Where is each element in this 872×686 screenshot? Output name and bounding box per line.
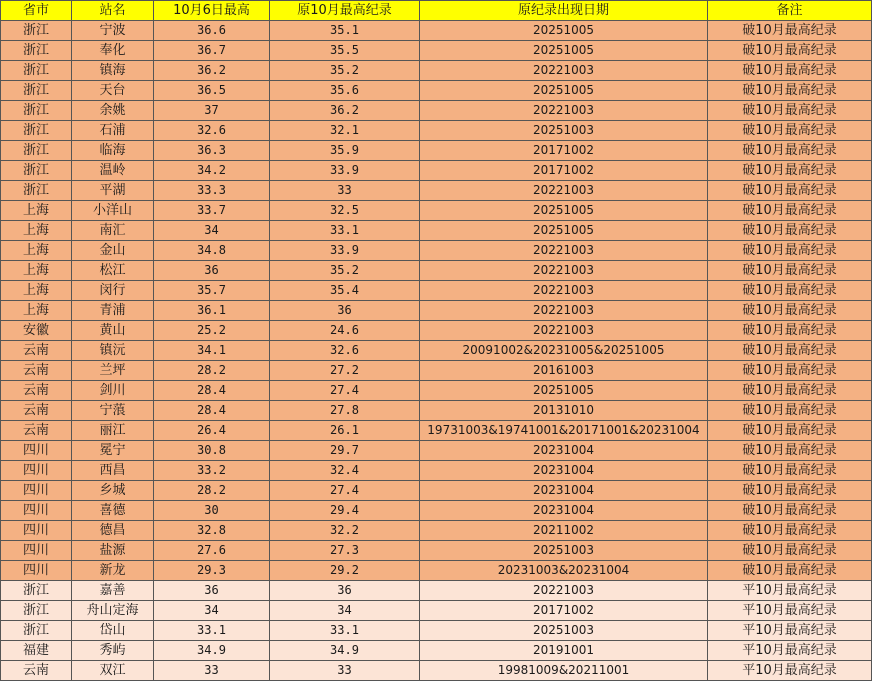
table-row — [1, 581, 872, 601]
cell-note: 破10月最高纪录 — [708, 181, 872, 201]
cell-province: 四川 — [1, 541, 72, 561]
cell-old-record: 27.4 — [270, 481, 420, 501]
cell-note: 破10月最高纪录 — [708, 81, 872, 101]
cell-note: 破10月最高纪录 — [708, 401, 872, 421]
cell-record-date: 20251005 — [420, 21, 708, 41]
cell-note: 破10月最高纪录 — [708, 481, 872, 501]
cell-note: 破10月最高纪录 — [708, 201, 872, 221]
cell-note: 破10月最高纪录 — [708, 461, 872, 481]
cell-record-date: 20251003 — [420, 121, 708, 141]
cell-old-record: 32.4 — [270, 461, 420, 481]
cell-station: 双江 — [72, 661, 154, 681]
table-row — [1, 81, 872, 101]
cell-old-record: 35.9 — [270, 141, 420, 161]
cell-old-record: 33.1 — [270, 621, 420, 641]
cell-max-oct6: 36.5 — [154, 81, 270, 101]
cell-max-oct6: 34 — [154, 221, 270, 241]
cell-note: 破10月最高纪录 — [708, 441, 872, 461]
cell-max-oct6: 33 — [154, 661, 270, 681]
cell-station: 岱山 — [72, 621, 154, 641]
cell-note: 破10月最高纪录 — [708, 21, 872, 41]
cell-station: 舟山定海 — [72, 601, 154, 621]
cell-max-oct6: 32.8 — [154, 521, 270, 541]
cell-record-date: 20221003 — [420, 281, 708, 301]
cell-note: 破10月最高纪录 — [708, 361, 872, 381]
table-row — [1, 541, 872, 561]
cell-province: 四川 — [1, 521, 72, 541]
cell-max-oct6: 33.1 — [154, 621, 270, 641]
cell-old-record: 33 — [270, 181, 420, 201]
cell-station: 盐源 — [72, 541, 154, 561]
table-row — [1, 661, 872, 681]
cell-province: 云南 — [1, 401, 72, 421]
cell-station: 石浦 — [72, 121, 154, 141]
cell-max-oct6: 36.3 — [154, 141, 270, 161]
header-record-date: 原纪录出现日期 — [420, 1, 708, 21]
cell-station: 宁波 — [72, 21, 154, 41]
cell-old-record: 32.2 — [270, 521, 420, 541]
cell-max-oct6: 30 — [154, 501, 270, 521]
table-row — [1, 181, 872, 201]
cell-station: 临海 — [72, 141, 154, 161]
cell-max-oct6: 35.7 — [154, 281, 270, 301]
cell-old-record: 35.1 — [270, 21, 420, 41]
cell-old-record: 36 — [270, 581, 420, 601]
cell-max-oct6: 34.9 — [154, 641, 270, 661]
cell-max-oct6: 33.7 — [154, 201, 270, 221]
table-row — [1, 241, 872, 261]
cell-note: 破10月最高纪录 — [708, 541, 872, 561]
cell-province: 浙江 — [1, 81, 72, 101]
cell-province: 浙江 — [1, 21, 72, 41]
cell-province: 浙江 — [1, 121, 72, 141]
cell-station: 喜德 — [72, 501, 154, 521]
cell-note: 破10月最高纪录 — [708, 321, 872, 341]
cell-note: 破10月最高纪录 — [708, 281, 872, 301]
cell-record-date: 20091002&20231005&20251005 — [420, 341, 708, 361]
cell-record-date: 20231004 — [420, 481, 708, 501]
table-row — [1, 201, 872, 221]
cell-max-oct6: 36.1 — [154, 301, 270, 321]
table-row — [1, 361, 872, 381]
table-row — [1, 381, 872, 401]
cell-station: 冕宁 — [72, 441, 154, 461]
cell-max-oct6: 29.3 — [154, 561, 270, 581]
cell-max-oct6: 28.4 — [154, 401, 270, 421]
table-row — [1, 521, 872, 541]
cell-old-record: 34.9 — [270, 641, 420, 661]
cell-station: 剑川 — [72, 381, 154, 401]
header-max-oct6: 10月6日最高 — [154, 1, 270, 21]
cell-record-date: 20221003 — [420, 241, 708, 261]
table-row — [1, 561, 872, 581]
cell-station: 秀屿 — [72, 641, 154, 661]
cell-province: 浙江 — [1, 621, 72, 641]
cell-note: 平10月最高纪录 — [708, 621, 872, 641]
cell-note: 破10月最高纪录 — [708, 101, 872, 121]
cell-old-record: 27.2 — [270, 361, 420, 381]
cell-station: 黄山 — [72, 321, 154, 341]
cell-note: 破10月最高纪录 — [708, 161, 872, 181]
cell-old-record: 35.2 — [270, 61, 420, 81]
cell-old-record: 32.5 — [270, 201, 420, 221]
cell-record-date: 20251003 — [420, 541, 708, 561]
cell-max-oct6: 36.6 — [154, 21, 270, 41]
cell-province: 四川 — [1, 461, 72, 481]
table-row — [1, 461, 872, 481]
cell-max-oct6: 28.4 — [154, 381, 270, 401]
cell-station: 小洋山 — [72, 201, 154, 221]
cell-province: 云南 — [1, 361, 72, 381]
cell-note: 破10月最高纪录 — [708, 501, 872, 521]
cell-old-record: 32.6 — [270, 341, 420, 361]
cell-record-date: 20191001 — [420, 641, 708, 661]
cell-max-oct6: 30.8 — [154, 441, 270, 461]
cell-province: 云南 — [1, 661, 72, 681]
cell-old-record: 29.4 — [270, 501, 420, 521]
cell-max-oct6: 34.8 — [154, 241, 270, 261]
cell-max-oct6: 26.4 — [154, 421, 270, 441]
cell-province: 四川 — [1, 561, 72, 581]
cell-note: 破10月最高纪录 — [708, 561, 872, 581]
table-row — [1, 161, 872, 181]
cell-note: 破10月最高纪录 — [708, 261, 872, 281]
cell-record-date: 20171002 — [420, 141, 708, 161]
cell-record-date: 20251005 — [420, 221, 708, 241]
table-row — [1, 601, 872, 621]
cell-max-oct6: 28.2 — [154, 361, 270, 381]
cell-note: 破10月最高纪录 — [708, 301, 872, 321]
cell-station: 天台 — [72, 81, 154, 101]
cell-station: 平湖 — [72, 181, 154, 201]
cell-old-record: 34 — [270, 601, 420, 621]
cell-note: 平10月最高纪录 — [708, 661, 872, 681]
table-row — [1, 101, 872, 121]
cell-note: 破10月最高纪录 — [708, 61, 872, 81]
cell-note: 破10月最高纪录 — [708, 421, 872, 441]
cell-province: 四川 — [1, 441, 72, 461]
cell-record-date: 20251005 — [420, 201, 708, 221]
cell-record-date: 19981009&20211001 — [420, 661, 708, 681]
table-row — [1, 341, 872, 361]
cell-note: 破10月最高纪录 — [708, 241, 872, 261]
table-row — [1, 41, 872, 61]
header-province: 省市 — [1, 1, 72, 21]
cell-old-record: 29.7 — [270, 441, 420, 461]
cell-record-date: 20221003 — [420, 581, 708, 601]
table-row — [1, 441, 872, 461]
cell-max-oct6: 32.6 — [154, 121, 270, 141]
cell-old-record: 33.9 — [270, 161, 420, 181]
cell-max-oct6: 36 — [154, 581, 270, 601]
cell-note: 破10月最高纪录 — [708, 381, 872, 401]
cell-max-oct6: 33.2 — [154, 461, 270, 481]
cell-record-date: 20221003 — [420, 321, 708, 341]
cell-note: 平10月最高纪录 — [708, 601, 872, 621]
cell-old-record: 27.3 — [270, 541, 420, 561]
cell-record-date: 20231004 — [420, 501, 708, 521]
cell-province: 浙江 — [1, 181, 72, 201]
cell-province: 四川 — [1, 481, 72, 501]
header-note: 备注 — [708, 1, 872, 21]
cell-province: 上海 — [1, 301, 72, 321]
cell-note: 破10月最高纪录 — [708, 121, 872, 141]
cell-record-date: 20171002 — [420, 161, 708, 181]
cell-record-date: 20221003 — [420, 261, 708, 281]
cell-max-oct6: 37 — [154, 101, 270, 121]
cell-station: 金山 — [72, 241, 154, 261]
cell-station: 丽江 — [72, 421, 154, 441]
cell-note: 破10月最高纪录 — [708, 521, 872, 541]
cell-station: 西昌 — [72, 461, 154, 481]
cell-old-record: 32.1 — [270, 121, 420, 141]
cell-station: 温岭 — [72, 161, 154, 181]
table-row — [1, 21, 872, 41]
cell-max-oct6: 34.1 — [154, 341, 270, 361]
cell-max-oct6: 36.7 — [154, 41, 270, 61]
table-row — [1, 641, 872, 661]
cell-province: 四川 — [1, 501, 72, 521]
cell-max-oct6: 36.2 — [154, 61, 270, 81]
table-row — [1, 221, 872, 241]
cell-note: 破10月最高纪录 — [708, 341, 872, 361]
cell-province: 浙江 — [1, 101, 72, 121]
cell-old-record: 24.6 — [270, 321, 420, 341]
table-row — [1, 621, 872, 641]
cell-old-record: 35.4 — [270, 281, 420, 301]
header-station: 站名 — [72, 1, 154, 21]
table-row — [1, 421, 872, 441]
table-row — [1, 321, 872, 341]
cell-old-record: 27.8 — [270, 401, 420, 421]
cell-note: 破10月最高纪录 — [708, 141, 872, 161]
cell-old-record: 36.2 — [270, 101, 420, 121]
cell-note: 平10月最高纪录 — [708, 581, 872, 601]
cell-old-record: 33.9 — [270, 241, 420, 261]
cell-station: 青浦 — [72, 301, 154, 321]
cell-province: 浙江 — [1, 141, 72, 161]
table-row — [1, 141, 872, 161]
cell-station: 奉化 — [72, 41, 154, 61]
cell-province: 浙江 — [1, 41, 72, 61]
header-old-record: 原10月最高纪录 — [270, 1, 420, 21]
cell-province: 上海 — [1, 281, 72, 301]
cell-province: 安徽 — [1, 321, 72, 341]
cell-record-date: 20171002 — [420, 601, 708, 621]
table-body — [1, 21, 872, 681]
cell-station: 镇沅 — [72, 341, 154, 361]
cell-station: 德昌 — [72, 521, 154, 541]
cell-record-date: 20231004 — [420, 441, 708, 461]
cell-old-record: 35.6 — [270, 81, 420, 101]
cell-record-date: 20231003&20231004 — [420, 561, 708, 581]
cell-province: 云南 — [1, 381, 72, 401]
cell-old-record: 29.2 — [270, 561, 420, 581]
cell-station: 嘉善 — [72, 581, 154, 601]
cell-note: 平10月最高纪录 — [708, 641, 872, 661]
cell-old-record: 36 — [270, 301, 420, 321]
cell-record-date: 20211002 — [420, 521, 708, 541]
table-row — [1, 401, 872, 421]
cell-record-date: 20251003 — [420, 621, 708, 641]
cell-record-date: 20251005 — [420, 41, 708, 61]
table-row — [1, 121, 872, 141]
cell-max-oct6: 28.2 — [154, 481, 270, 501]
cell-old-record: 35.5 — [270, 41, 420, 61]
cell-record-date: 20221003 — [420, 181, 708, 201]
cell-record-date: 20231004 — [420, 461, 708, 481]
cell-station: 新龙 — [72, 561, 154, 581]
cell-record-date: 20251005 — [420, 381, 708, 401]
cell-province: 云南 — [1, 341, 72, 361]
cell-province: 上海 — [1, 221, 72, 241]
cell-max-oct6: 25.2 — [154, 321, 270, 341]
cell-old-record: 35.2 — [270, 261, 420, 281]
cell-province: 上海 — [1, 241, 72, 261]
cell-province: 浙江 — [1, 581, 72, 601]
cell-record-date: 19731003&19741001&20171001&20231004 — [420, 421, 708, 441]
cell-province: 福建 — [1, 641, 72, 661]
cell-record-date: 20251005 — [420, 81, 708, 101]
cell-max-oct6: 27.6 — [154, 541, 270, 561]
cell-station: 松江 — [72, 261, 154, 281]
cell-province: 浙江 — [1, 161, 72, 181]
header-row — [1, 1, 872, 21]
table-row — [1, 281, 872, 301]
cell-station: 宁蒗 — [72, 401, 154, 421]
cell-max-oct6: 36 — [154, 261, 270, 281]
cell-old-record: 26.1 — [270, 421, 420, 441]
cell-province: 云南 — [1, 421, 72, 441]
cell-province: 浙江 — [1, 61, 72, 81]
table-row — [1, 301, 872, 321]
cell-max-oct6: 33.3 — [154, 181, 270, 201]
table-row — [1, 501, 872, 521]
cell-station: 南汇 — [72, 221, 154, 241]
cell-record-date: 20221003 — [420, 61, 708, 81]
cell-station: 镇海 — [72, 61, 154, 81]
cell-station: 闵行 — [72, 281, 154, 301]
cell-record-date: 20161003 — [420, 361, 708, 381]
cell-station: 余姚 — [72, 101, 154, 121]
cell-province: 上海 — [1, 261, 72, 281]
table-row — [1, 261, 872, 281]
cell-old-record: 33.1 — [270, 221, 420, 241]
cell-province: 浙江 — [1, 601, 72, 621]
cell-max-oct6: 34.2 — [154, 161, 270, 181]
cell-station: 兰坪 — [72, 361, 154, 381]
cell-record-date: 20221003 — [420, 101, 708, 121]
cell-station: 乡城 — [72, 481, 154, 501]
cell-note: 破10月最高纪录 — [708, 221, 872, 241]
cell-record-date: 20131010 — [420, 401, 708, 421]
cell-old-record: 27.4 — [270, 381, 420, 401]
cell-province: 上海 — [1, 201, 72, 221]
table-row — [1, 61, 872, 81]
cell-record-date: 20221003 — [420, 301, 708, 321]
cell-max-oct6: 34 — [154, 601, 270, 621]
cell-note: 破10月最高纪录 — [708, 41, 872, 61]
table-row — [1, 481, 872, 501]
cell-old-record: 33 — [270, 661, 420, 681]
